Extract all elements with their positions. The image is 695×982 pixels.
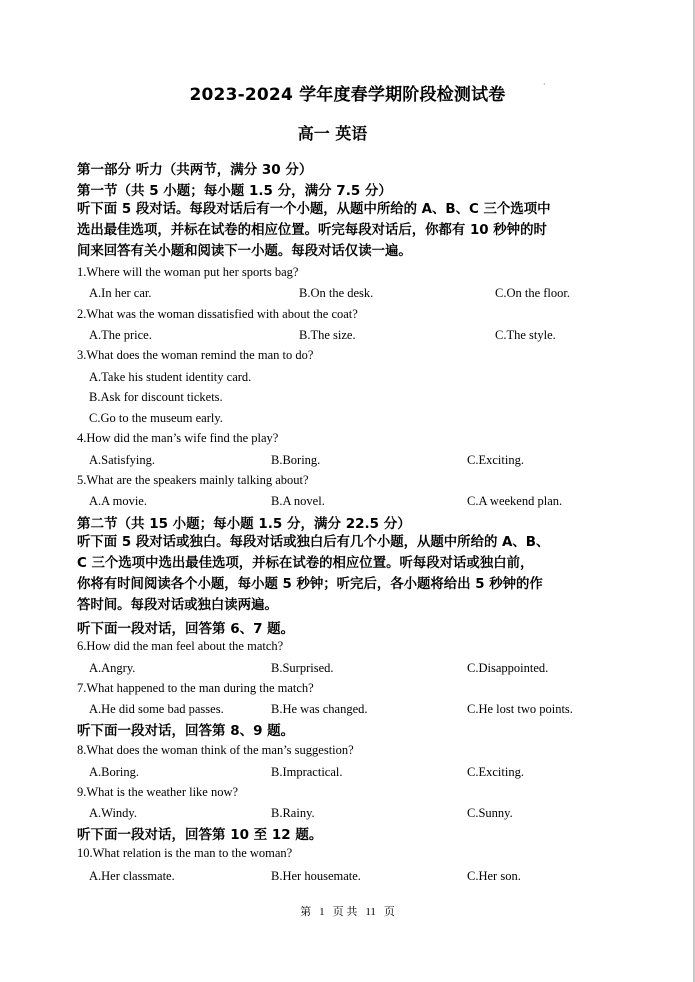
option-10b: B.Her housemate.: [271, 869, 361, 883]
option-9a: A.Windy.: [89, 806, 137, 820]
option-6b: B.Surprised.: [271, 661, 334, 675]
instruction-line: 你将有时间阅读各个小题，每小题 5 秒钟；听完后，各小题将给出 5 秒钟的作: [77, 577, 543, 592]
option-1c: C.On the floor.: [495, 286, 570, 300]
section2-instructions: [77, 532, 637, 616]
part1-heading: 第一部分 听力（共两节，满分 30 分）: [77, 162, 313, 178]
instruction-line: 答时间。每段对话或独白读两遍。: [77, 598, 278, 613]
option-6a: A.Angry.: [89, 661, 136, 675]
footer-suffix: 页: [383, 906, 395, 918]
option-8b: B.Impractical.: [271, 765, 343, 779]
instruction-line: 听下面 5 段对话。每段对话后有一个小题，从题中所给的 A、B、C 三个选项中: [77, 202, 551, 217]
option-10c: C.Her son.: [467, 869, 521, 883]
option-4c: C.Exciting.: [467, 453, 524, 467]
option-1a: A.In her car.: [89, 286, 152, 300]
option-5c: C.A weekend plan.: [467, 494, 563, 508]
option-4a: A.Satisfying.: [89, 453, 155, 467]
instruction-line: C 三个选项中选出最佳选项，并标在试卷的相应位置。听每段对话或独白前，: [77, 556, 534, 571]
question-9: 9.What is the weather like now?: [77, 785, 239, 799]
instruction-line: 间来回答有关小题和阅读下一小题。每段对话仅读一遍。: [77, 244, 412, 259]
option-2a: A.The price.: [89, 328, 152, 342]
scan-mark: ·: [543, 80, 546, 89]
page-number: 1: [319, 906, 325, 918]
section2-heading: 第二节（共 15 小题；每小题 1.5 分，满分 22.5 分）: [77, 516, 411, 532]
question-10: 10.What relation is the man to the woman?: [77, 846, 293, 860]
option-10a: A.Her classmate.: [89, 869, 175, 883]
option-2b: B.The size.: [299, 328, 356, 342]
option-3b: B.Ask for discount tickets.: [89, 390, 223, 404]
option-7a: A.He did some bad passes.: [89, 702, 224, 716]
option-9b: B.Rainy.: [271, 806, 315, 820]
instruction-line: 听下面 5 段对话或独白。每段对话或独白后有几个小题，从题中所给的 A、B、: [77, 535, 550, 550]
option-6c: C.Disappointed.: [467, 661, 549, 675]
option-9c: C.Sunny.: [467, 806, 513, 820]
exam-subtitle: 高一 英语: [297, 124, 368, 143]
group-heading-10-12: 听下面一段对话，回答第 10 至 12 题。: [77, 827, 323, 843]
option-1b: B.On the desk.: [299, 286, 374, 300]
option-5b: B.A novel.: [271, 494, 325, 508]
page-total: 11: [365, 906, 376, 918]
option-7b: B.He was changed.: [271, 702, 368, 716]
section1-heading: 第一节（共 5 小题；每小题 1.5 分，满分 7.5 分）: [77, 183, 392, 199]
exam-title: 2023-2024 学年度春学期阶段检测试卷: [189, 85, 506, 105]
option-5a: A.A movie.: [89, 494, 147, 508]
question-5: 5.What are the speakers mainly talking about?: [77, 473, 309, 487]
question-6: 6.How did the man feel about the match?: [77, 639, 284, 653]
section1-instructions: [77, 199, 637, 262]
option-3a: A.Take his student identity card.: [89, 370, 252, 384]
instruction-line: 选出最佳选项，并标在试卷的相应位置。听完每段对话后，你都有 10 秒钟的时: [77, 223, 547, 238]
option-7c: C.He lost two points.: [467, 702, 573, 716]
question-8: 8.What does the woman think of the man’s suggestion?: [77, 743, 354, 757]
option-2c: C.The style.: [495, 328, 556, 342]
footer-mid: 页 共: [332, 906, 358, 918]
footer-prefix: 第: [300, 906, 312, 918]
question-3: 3.What does the woman remind the man to do?: [77, 348, 314, 362]
question-4: 4.How did the man’s wife find the play?: [77, 431, 279, 445]
question-7: 7.What happened to the man during the match?: [77, 681, 314, 695]
question-1: 1.Where will the woman put her sports bag?: [77, 265, 299, 279]
option-4b: B.Boring.: [271, 453, 321, 467]
option-8a: A.Boring.: [89, 765, 139, 779]
option-8c: C.Exciting.: [467, 765, 524, 779]
group-heading-6-7: 听下面一段对话，回答第 6、7 题。: [77, 621, 295, 637]
option-3c: C.Go to the museum early.: [89, 411, 223, 425]
question-2: 2.What was the woman dissatisfied with about the coat?: [77, 307, 358, 321]
group-heading-8-9: 听下面一段对话，回答第 8、9 题。: [77, 723, 295, 739]
page-footer: [0, 903, 695, 919]
